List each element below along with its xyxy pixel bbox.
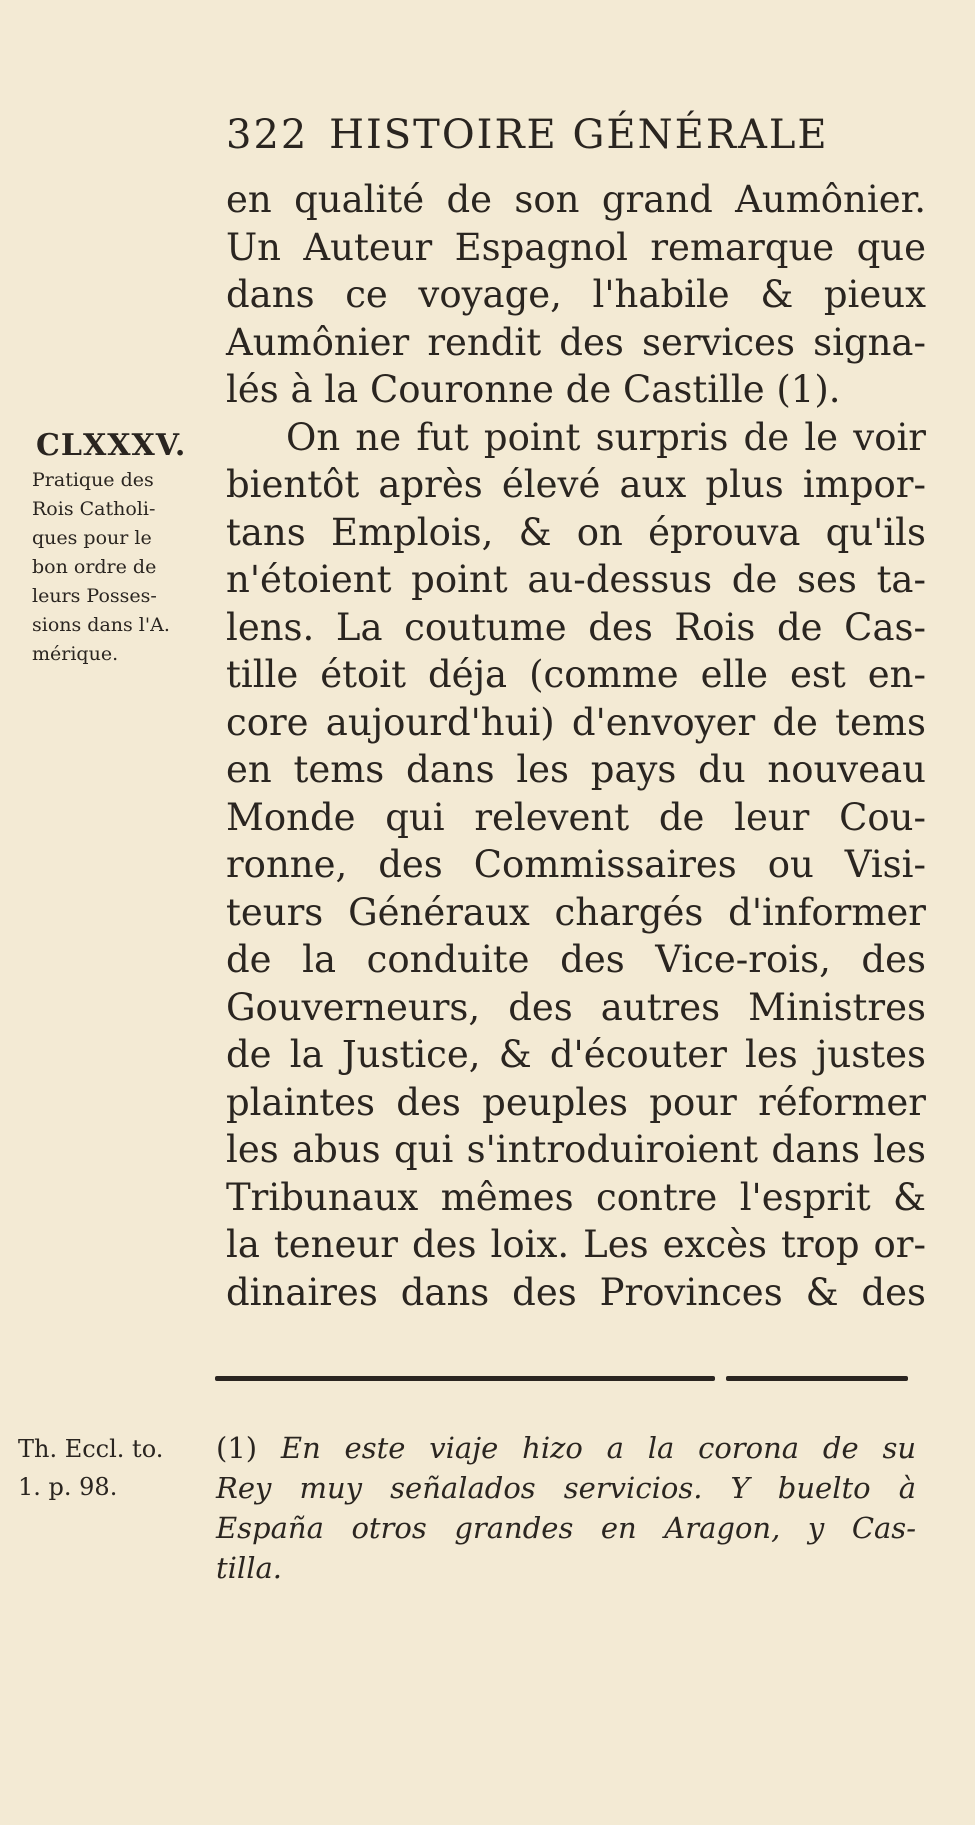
text-line: On ne fut point surpris de le voir xyxy=(286,415,926,459)
footnote-line: En este viaje hizo a la corona de su xyxy=(280,1431,917,1465)
text-line: en qualité de son grand Aumônier. xyxy=(226,178,926,221)
text-line: les abus qui s'introduiroient dans les xyxy=(226,1128,926,1171)
text-line: core aujourd'hui) d'envoyer de tems xyxy=(226,700,926,744)
margin-note-line: Rois Catholi- xyxy=(32,498,156,520)
margin-note-line: ques pour le xyxy=(32,527,152,549)
source-ref-line: Th. Eccl. to. xyxy=(18,1435,164,1463)
text-line: en tems dans les pays du nouveau xyxy=(226,748,926,791)
text-line: Gouverneurs, des autres Ministres xyxy=(226,985,926,1029)
text-line: lens. La coutume des Rois de Cas- xyxy=(226,605,926,649)
text-line: de la Justice, & d'écouter les justes xyxy=(226,1033,926,1076)
text-line: dinaires dans des Provinces & des xyxy=(226,1270,926,1314)
margin-note-line: Pratique des xyxy=(32,469,154,491)
text-line: la teneur des loix. Les excès trop or- xyxy=(226,1223,926,1266)
running-title: HISTOIRE GÉNÉRALE xyxy=(329,112,829,158)
margin-note-line: leurs Posses- xyxy=(32,585,157,607)
footnote xyxy=(216,1428,916,1588)
footnote-line: Rey muy señalados servicios. Y buelto à xyxy=(216,1471,916,1505)
text-line: bientôt après élevé aux plus impor- xyxy=(226,463,926,506)
margin-note-line: sions dans l'A. xyxy=(32,614,170,636)
footnote-number: (1) xyxy=(216,1431,258,1465)
margin-note-line: bon ordre de xyxy=(32,556,157,578)
footnote-line: tilla. xyxy=(216,1551,282,1585)
footnote-divider xyxy=(215,1376,715,1381)
main-text xyxy=(226,176,926,1316)
text-line: tille étoit déja (comme elle est en- xyxy=(226,653,926,696)
footnote-divider xyxy=(726,1376,908,1381)
text-line: lés à la Couronne de Castille (1). xyxy=(226,368,841,411)
text-line: plaintes des peuples pour réformer xyxy=(226,1080,926,1124)
margin-note xyxy=(32,466,227,669)
text-line: Tribunaux mêmes contre l'esprit & xyxy=(226,1175,926,1219)
source-ref-line: 1. p. 98. xyxy=(18,1473,118,1501)
text-line: n'étoient point au-dessus de ses ta- xyxy=(226,558,926,601)
text-line: tans Emplois, & on éprouva qu'ils xyxy=(226,510,926,554)
text-line: ronne, des Commissaires ou Visi- xyxy=(226,843,926,886)
footnote-source-reference xyxy=(18,1430,218,1506)
text-line: Monde qui relevent de leur Cou- xyxy=(226,795,926,839)
text-line: teurs Généraux chargés d'informer xyxy=(226,890,926,934)
text-line: Aumônier rendit des services signa- xyxy=(226,320,926,364)
text-line: dans ce voyage, l'habile & pieux xyxy=(226,273,926,316)
margin-note-line: mérique. xyxy=(32,643,119,665)
text-line: Un Auteur Espagnol remarque que xyxy=(226,225,926,269)
text-line: de la conduite des Vice-rois, des xyxy=(226,938,926,981)
running-header xyxy=(226,112,829,158)
margin-section-number: CLXXXV. xyxy=(36,428,187,463)
page-number: 322 xyxy=(226,112,309,158)
footnote-line: España otros grandes en Aragon, y Cas- xyxy=(216,1511,916,1545)
